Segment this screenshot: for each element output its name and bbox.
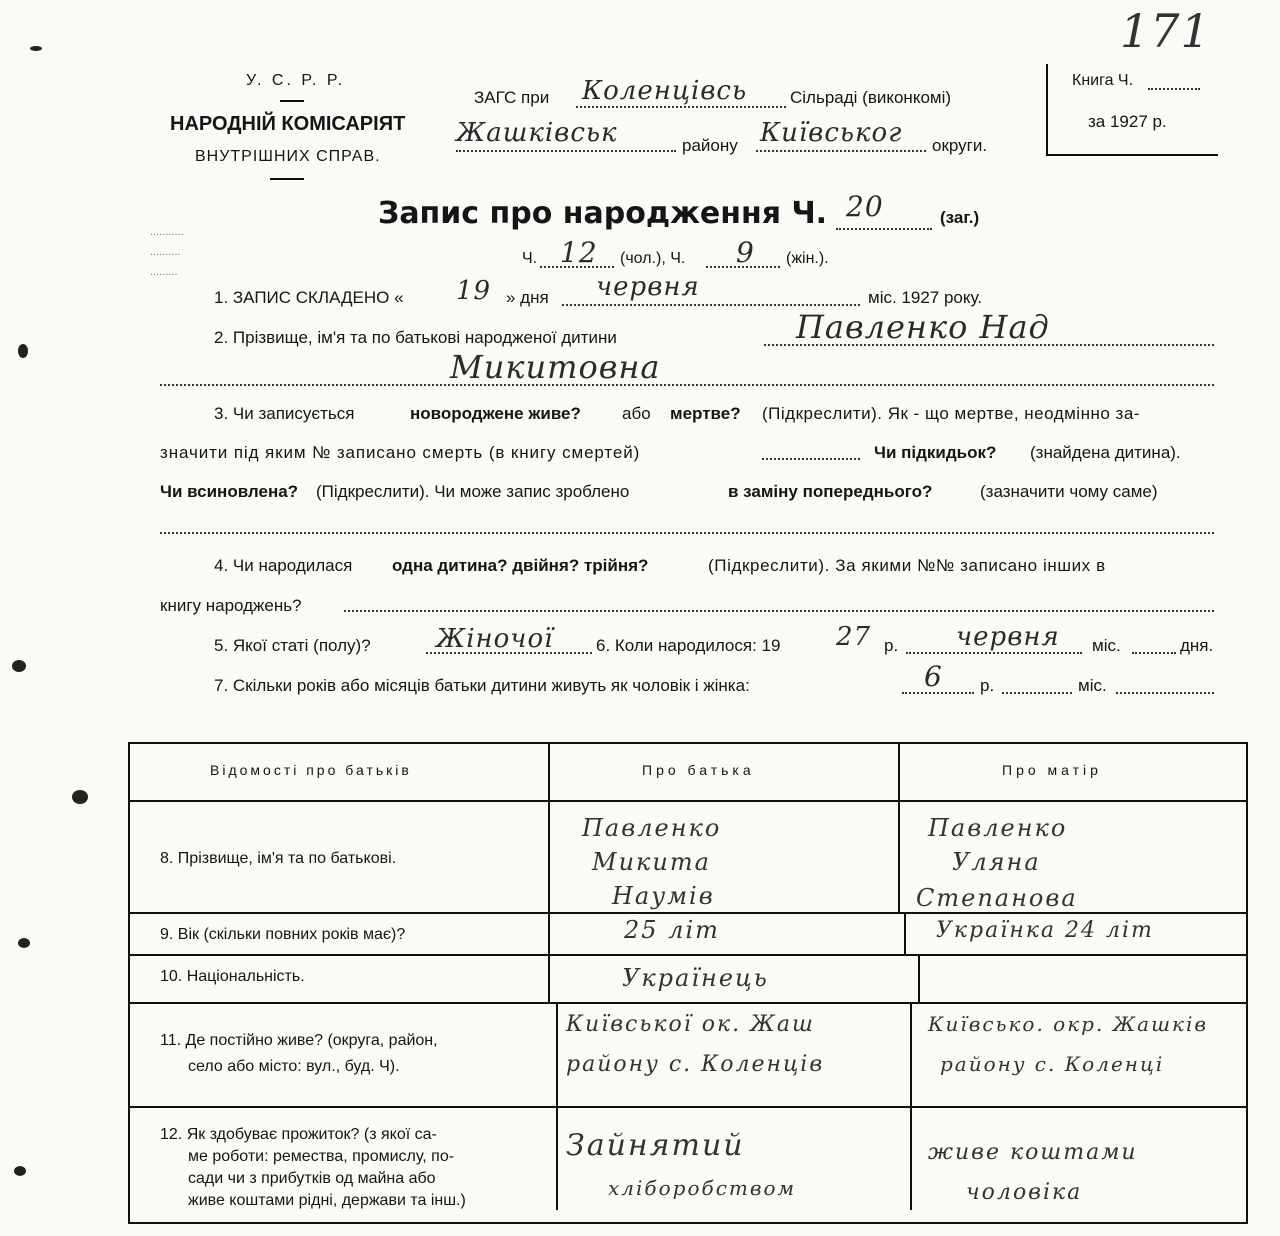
fill-line (762, 458, 860, 460)
mother-occupation-1: живе коштами (928, 1140, 1138, 1165)
q5-handwritten: Жіночої (436, 624, 554, 654)
ink-blot (18, 938, 30, 948)
row-11-label-1: 11. Де постійно живе? (округа, район, (160, 1032, 438, 1049)
zags-prefix: ЗАГС при (474, 88, 550, 107)
mother-name: Уляна (952, 848, 1041, 876)
ink-blot (14, 1166, 26, 1176)
q7-label: 7. Скільки років або місяців батьки дитини живуть як чоловік і жінка: (214, 676, 750, 695)
margin-fragment: ........... (150, 226, 184, 238)
row-9-label: 9. Вік (скільки повних років має)? (160, 926, 406, 943)
q3-line2-a: значити під яким № записано смерть (в книгу смертей) (160, 443, 641, 462)
father-residence-2: району с. Коленців (566, 1052, 825, 1077)
mother-residence-1: Київсько. окр. Жашків (928, 1012, 1209, 1036)
ink-blot (72, 790, 88, 804)
page-number: 171 (1120, 4, 1211, 58)
row-10-label: 10. Національність. (160, 968, 305, 985)
okrug-label: округи. (932, 136, 988, 155)
father-name: Микита (592, 848, 711, 876)
q3-adopted: Чи всиновлена? (160, 482, 299, 501)
q6-dnia: дня. (1180, 636, 1214, 655)
col-divider (548, 912, 550, 954)
internal-affairs-label: ВНУТРІШНИХ СПРАВ. (195, 148, 381, 165)
village-council-handwritten: Коленцівсь (582, 76, 748, 106)
row-divider (130, 954, 1246, 956)
male-label: (чол.), Ч. (620, 250, 686, 267)
q7-years-handwritten: 6 (924, 660, 943, 693)
mother-surname: Павленко (928, 814, 1068, 842)
fill-line (1002, 692, 1072, 694)
father-surname: Павленко (582, 814, 722, 842)
q6-month-handwritten: червня (956, 622, 1060, 652)
q4-text-c: (Підкреслити). За якими №№ записано інших в (708, 556, 1106, 575)
q3-foundling: Чи підкидьок? (874, 443, 997, 462)
header-divider (280, 100, 304, 102)
q3-replacement: в заміну попереднього? (728, 482, 933, 501)
fill-line (576, 106, 786, 108)
female-label: (жін.). (786, 250, 829, 267)
father-occupation-2: хліборобством (608, 1176, 797, 1200)
q2-label: 2. Прізвище, ім'я та по батькові народженої дитини (214, 328, 617, 347)
q4-text-a: 4. Чи народилася (214, 556, 353, 575)
q6-r: р. (884, 636, 899, 655)
q2-handwritten-1: Павленко Над (796, 308, 1050, 346)
q6-year-handwritten: 27 (836, 622, 872, 652)
q1-suffix: міс. 1927 року. (868, 288, 983, 307)
row-12-label-2: ме роботи: ремества, промислу, по- (188, 1148, 455, 1165)
district-handwritten: Жашківськ (456, 118, 618, 148)
father-patronymic: Наумів (612, 882, 715, 910)
father-residence-1: Київської ок. Жаш (566, 1012, 815, 1037)
row-8-label: 8. Прізвище, ім'я та по батькові. (160, 850, 397, 867)
mother-occupation-2: чоловіка (966, 1180, 1083, 1205)
father-nationality: Українець (622, 964, 769, 992)
col-divider (548, 954, 550, 1002)
q4-options: одна дитина? двійня? трійня? (392, 556, 649, 575)
row-divider (130, 800, 1246, 802)
fill-line (160, 384, 1214, 386)
record-number-handwritten: 20 (846, 190, 884, 223)
mother-patronymic: Степанова (916, 884, 1078, 912)
parents-table (128, 742, 1248, 1224)
male-ch-label: Ч. (522, 250, 538, 267)
ink-blot (18, 344, 28, 358)
q3-text-e: (Підкреслити). Як - що мертве, неодмінно за- (762, 404, 1140, 423)
header-mother: Про матір (1002, 762, 1102, 778)
fill-line (562, 304, 860, 306)
q1-prefix: 1. ЗАПИС СКЛАДЕНО « (214, 288, 404, 307)
fill-line (836, 228, 932, 230)
commissariat-title: НАРОДНІЙ КОМІСАРІЯТ (170, 113, 406, 135)
q2-handwritten-2: Микитовна (450, 348, 661, 386)
q3-line3-b: (Підкреслити). Чи може запис зроблено (316, 482, 630, 501)
okrug-handwritten: Київськог (760, 118, 903, 148)
q6-label: 6. Коли народилося: 19 (596, 636, 781, 655)
col-divider (548, 744, 550, 912)
header-father: Про батька (642, 762, 755, 778)
q4-line2: книгу народжень? (160, 596, 302, 615)
row-divider (130, 912, 1246, 914)
council-label: Сільраді (виконкомі) (790, 88, 952, 107)
col-divider (918, 954, 920, 1002)
row-12-label-1: 12. Як здобуває прожиток? (з якої са- (160, 1126, 437, 1143)
record-title: Запис про народження Ч. (378, 196, 828, 231)
fill-line (1132, 652, 1176, 654)
margin-fragment: .......... (150, 246, 181, 258)
mother-residence-2: району с. Коленці (940, 1052, 1165, 1076)
book-year: за 1927 р. (1088, 112, 1167, 131)
header-divider-2 (270, 178, 304, 180)
fill-line (1148, 88, 1200, 90)
col-divider (904, 912, 906, 954)
q3-line3-d: (зазначити чому саме) (980, 482, 1158, 501)
ussr-label: У. С. Р. Р. (246, 72, 346, 89)
row-12-label-4: живе коштами рідні, держави та інш.) (188, 1192, 466, 1209)
fill-line (756, 150, 926, 152)
book-label: Книга Ч. (1072, 72, 1134, 89)
fill-line (456, 150, 676, 152)
q7-mis: міс. (1078, 676, 1107, 695)
ink-blot (30, 46, 42, 51)
fill-line (906, 652, 1082, 654)
father-occupation-1: Зайнятий (566, 1128, 745, 1163)
fill-line (1116, 692, 1214, 694)
father-age: 25 літ (624, 916, 720, 944)
fill-line (160, 532, 1214, 534)
q3-text-c: або (622, 404, 651, 423)
row-divider (130, 1106, 1246, 1108)
q3-line2-c: (знайдена дитина). (1030, 443, 1181, 462)
row-11-label-2: село або місто: вул., буд. Ч). (188, 1058, 400, 1075)
q3-text-a: 3. Чи записується (214, 404, 355, 423)
header-parents-info: Відомості про батьків (210, 762, 412, 778)
ink-blot (12, 660, 26, 672)
q7-r: р. (980, 676, 995, 695)
q1-month-handwritten: червня (596, 272, 700, 302)
q1-mid: » дня (506, 288, 549, 307)
record-suffix: (заг.) (940, 208, 980, 227)
row-divider (130, 1002, 1246, 1004)
q1-day-handwritten: 19 (456, 276, 492, 306)
district-label: району (682, 136, 738, 155)
margin-fragment: ......... (150, 266, 178, 278)
row-12-label-3: сади чи з прибутків од майна або (188, 1170, 436, 1187)
q5-label: 5. Якої статі (полу)? (214, 636, 371, 655)
male-count-handwritten: 12 (560, 236, 598, 269)
fill-line (344, 610, 1214, 612)
q3-dead: мертве? (670, 404, 741, 423)
col-divider (898, 744, 900, 912)
q3-alive: новороджене живе? (410, 404, 581, 423)
q6-mis: міс. (1092, 636, 1121, 655)
female-count-handwritten: 9 (736, 236, 755, 269)
mother-age: Українка 24 літ (936, 918, 1154, 943)
